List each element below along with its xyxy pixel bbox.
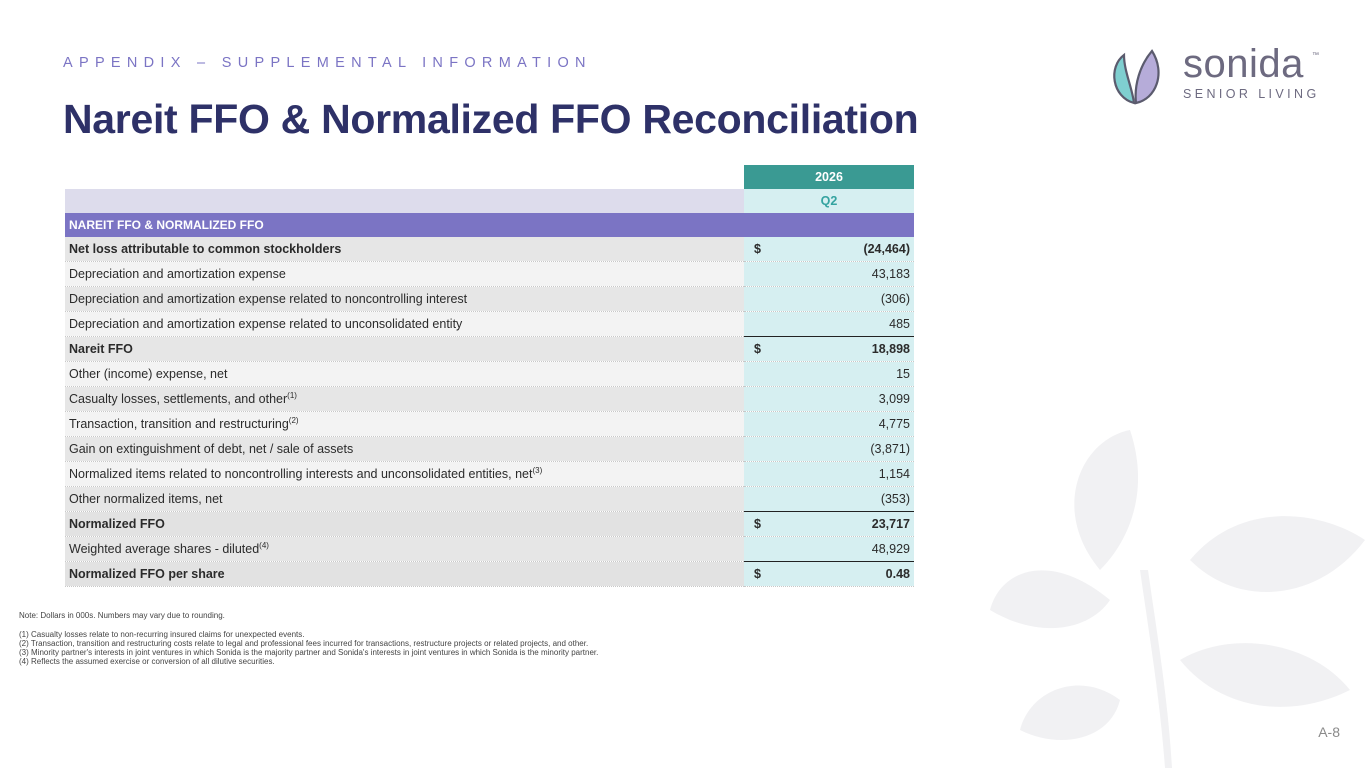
currency-symbol: $ <box>754 242 761 256</box>
currency-symbol: $ <box>754 567 761 581</box>
row-label <box>65 462 744 487</box>
year-header: 2026 <box>744 165 914 189</box>
row-label <box>65 362 744 387</box>
footnote-marker: (3) <box>532 466 543 476</box>
row-label-text: Normalized items related to noncontrolling interests and unconsolidated entities, net <box>69 467 533 482</box>
row-label-text: Weighted average shares - diluted <box>69 542 260 557</box>
row-value <box>744 287 914 312</box>
row-label <box>65 562 744 587</box>
row-label-text: Other normalized items, net <box>69 492 223 506</box>
row-value-text: 3,099 <box>878 392 910 406</box>
logo-trademark: ™ <box>1312 52 1319 59</box>
row-value-text: 23,717 <box>871 517 910 531</box>
table-body <box>65 237 914 587</box>
footnote-marker: (2) <box>288 416 299 426</box>
row-value <box>744 537 914 562</box>
page-number: A-8 <box>1318 724 1340 740</box>
table-row <box>65 362 914 387</box>
row-value-text: 485 <box>889 317 910 331</box>
footnote-marker: (1) <box>287 391 297 401</box>
decorative-leaves-icon <box>990 400 1365 768</box>
row-label <box>65 537 744 562</box>
row-value <box>744 437 914 462</box>
table-row <box>65 462 914 487</box>
row-label-text: Casualty losses, settlements, and other <box>69 392 288 407</box>
table-row <box>65 287 914 312</box>
row-label <box>65 437 744 462</box>
row-value-text: 18,898 <box>871 342 910 356</box>
row-value <box>744 262 914 287</box>
row-value-text: 15 <box>896 367 910 381</box>
section-kicker: APPENDIX – SUPPLEMENTAL INFORMATION <box>63 55 592 71</box>
row-value-text: 43,183 <box>871 267 910 281</box>
footnotes <box>19 611 598 666</box>
table-row <box>65 512 914 537</box>
currency-symbol: $ <box>754 517 761 531</box>
quarter-header-row <box>65 189 914 213</box>
table-row <box>65 537 914 562</box>
row-value <box>744 237 914 262</box>
row-label-text: Normalized FFO per share <box>69 567 225 581</box>
table-row <box>65 262 914 287</box>
row-label <box>65 337 744 362</box>
row-label-text: Depreciation and amortization expense related to noncontrolling interest <box>69 292 468 306</box>
section-header: NAREIT FFO & NORMALIZED FFO <box>65 213 914 237</box>
sonida-leaf-logo-icon <box>1110 47 1174 107</box>
row-value-text: 1,154 <box>878 467 910 481</box>
footnote-3: (3) Minority partner's interests in joint ventures in which Sonida is the majority partner and Sonida's interests in joint ventures in which Sonida is the minority partner. <box>19 648 599 657</box>
row-value-text: (3,871) <box>870 442 910 456</box>
row-label <box>65 412 744 437</box>
row-label-text: Depreciation and amortization expense <box>69 267 286 281</box>
row-label <box>65 287 744 312</box>
table-row <box>65 237 914 262</box>
row-value <box>744 337 914 362</box>
row-label-text: Normalized FFO <box>69 517 165 531</box>
row-label-text: Nareit FFO <box>69 342 133 356</box>
row-label-text: Net loss attributable to common stockholders <box>69 242 342 256</box>
row-value <box>744 512 914 537</box>
row-label-text: Depreciation and amortization expense related to unconsolidated entity <box>69 317 463 331</box>
footnote-2: (2) Transaction, transition and restructuring costs relate to legal and professional fees incurred for transactions, restructure projects or related projects, and other. <box>19 639 589 648</box>
table-row <box>65 562 914 587</box>
logo-wordmark: sonida <box>1183 42 1304 86</box>
row-value <box>744 562 914 587</box>
logo-tagline: SENIOR LIVING <box>1183 87 1320 101</box>
quarter-header: Q2 <box>744 189 914 213</box>
footnote-1: (1) Casualty losses relate to non-recurring insured claims for unexpected events. <box>19 630 305 639</box>
footnote-marker: (4) <box>259 541 269 551</box>
row-value <box>744 487 914 512</box>
row-value <box>744 412 914 437</box>
row-label <box>65 387 744 412</box>
row-value <box>744 462 914 487</box>
section-header-row <box>65 213 914 237</box>
table-row <box>65 412 914 437</box>
row-value-text: 0.48 <box>885 567 910 581</box>
ffo-reconciliation-table <box>65 165 914 587</box>
table-row <box>65 387 914 412</box>
row-label <box>65 262 744 287</box>
table-row <box>65 487 914 512</box>
row-label <box>65 512 744 537</box>
company-logo <box>1110 44 1325 108</box>
table-row <box>65 437 914 462</box>
row-value <box>744 312 914 337</box>
year-header-row <box>65 165 914 189</box>
row-value <box>744 387 914 412</box>
row-label-text: Other (income) expense, net <box>69 367 228 381</box>
row-value-text: (24,464) <box>863 242 910 256</box>
row-label <box>65 237 744 262</box>
footnote-note: Note: Dollars in 000s. Numbers may vary due to rounding. <box>19 611 225 620</box>
row-value-text: 48,929 <box>871 542 910 556</box>
row-label-text: Transaction, transition and restructuring <box>69 417 289 432</box>
row-value-text: (306) <box>880 292 910 306</box>
table-row <box>65 312 914 337</box>
row-label-text: Gain on extinguishment of debt, net / sale of assets <box>69 442 354 456</box>
row-label <box>65 487 744 512</box>
row-value-text: 4,775 <box>878 417 910 431</box>
page-title: Nareit FFO & Normalized FFO Reconciliation <box>63 96 919 142</box>
footnote-4: (4) Reflects the assumed exercise or conversion of all dilutive securities. <box>19 657 275 666</box>
currency-symbol: $ <box>754 342 761 356</box>
row-value-text: (353) <box>880 492 910 506</box>
table-row <box>65 337 914 362</box>
row-value <box>744 362 914 387</box>
row-label <box>65 312 744 337</box>
